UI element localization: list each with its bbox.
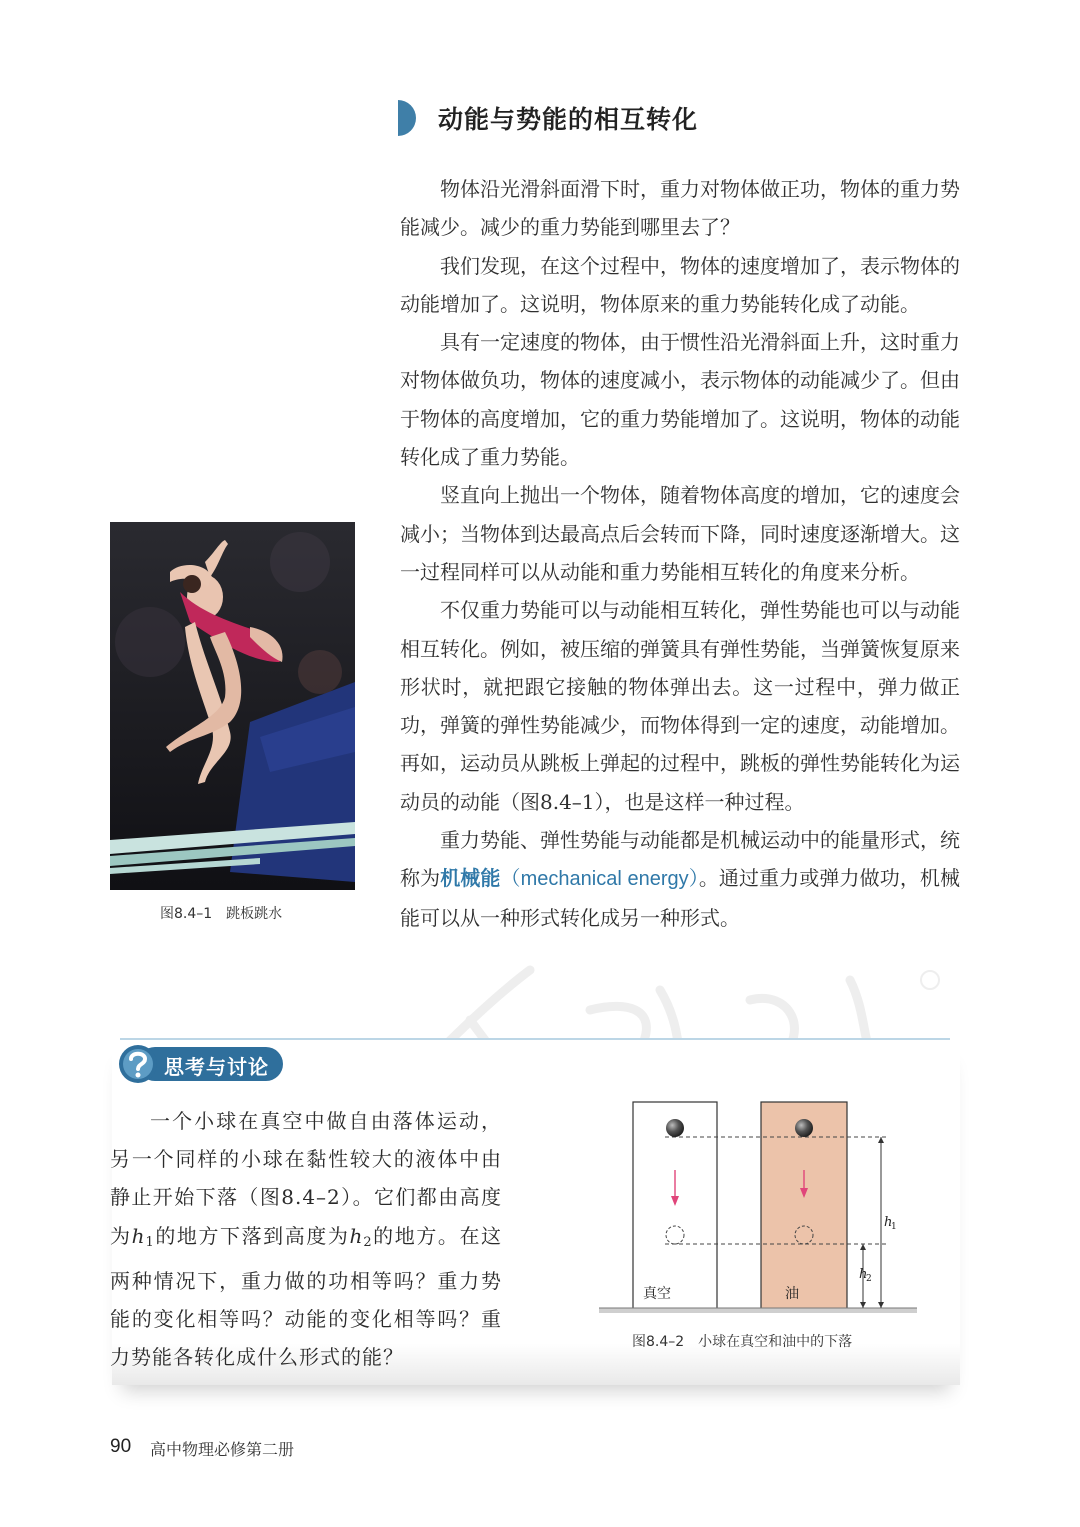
book-title: 高中物理必修第二册	[150, 1440, 295, 1459]
paragraph-1: 物体沿光滑斜面滑下时，重力对物体做正功，物体的重力势能减少。减少的重力势能到哪里去了？	[400, 177, 960, 240]
var-h2-sub: 2	[363, 1234, 373, 1250]
term-english: mechanical energy	[520, 868, 689, 891]
discussion-text-1: 一个小球在真空中做自由落体运动，另一个同样的小球在黏性较大的液体中由静止开始下落（图8.4–2）。它们都由高度为	[110, 1109, 502, 1248]
section-heading	[398, 98, 698, 138]
discussion-question	[110, 1102, 502, 1376]
figure-1-caption: 图8.4–1 跳板跳水	[160, 906, 283, 922]
heading-marker	[398, 100, 416, 136]
body-text	[400, 170, 960, 937]
discussion-text-2: 的地方下落到高度为	[154, 1223, 350, 1248]
paragraph-5: 不仅重力势能可以与动能相互转化，弹性势能也可以与动能相互转化。例如，被压缩的弹簧具有弹性势能，当弹簧恢复原来形状时，就把跟它接触的物体弹出去。这一过程中，弹力做正功，弹簧的弹性势能减少，而物体得到一定的速度，动能增加。再如，运动员从跳板上弹起的过程中，跳板的弹性势能转化为运动员的动能（图8.4–1），也是这样一种过程。	[400, 598, 960, 814]
section-title: 动能与势能的相互转化	[438, 105, 699, 134]
falling-ball-diagram	[595, 1098, 920, 1320]
paragraph-4: 竖直向上抛出一个物体，随着物体高度的增加，它的速度会减小；当物体到达最高点后会转而下降，同时速度逐渐增大。这一过程同样可以从动能和重力势能相互转化的角度来分析。	[400, 483, 960, 584]
var-h2: h	[349, 1223, 364, 1248]
var-h1: h	[131, 1223, 146, 1248]
discussion-top-rule	[120, 1038, 950, 1040]
label-h2: h	[859, 1267, 868, 1282]
paragraph-2: 我们发现，在这个过程中，物体的速度增加了，表示物体的动能增加了。这说明，物体原来的重力势能转化成了动能。	[400, 253, 960, 316]
figure-2-caption: 图8.4–2 小球在真空和油中的下落	[632, 1334, 853, 1350]
open-paren: （	[500, 868, 521, 891]
discussion-text-3: 的地方。在这两种情况下，重力做的功相等吗？重力势能的变化相等吗？动能的变化相等吗？重力势能各转化成什么形式的能？	[110, 1223, 503, 1370]
term-mechanical-energy: 机械能	[440, 866, 501, 891]
page-number: 90	[110, 1436, 132, 1457]
label-h2-sub: 2	[866, 1274, 872, 1284]
ground	[599, 1308, 917, 1313]
label-h1: h	[884, 1215, 893, 1230]
diving-photo	[110, 522, 355, 890]
paragraph-3: 具有一定速度的物体，由于惯性沿光滑斜面上升，这时重力对物体做负功，物体的速度减小，表示物体的动能减少了。但由于物体的高度增加，它的重力势能增加了。这说明，物体的动能转化成了重力势能。	[400, 330, 960, 470]
discussion-title: 思考与讨论	[164, 1055, 269, 1079]
vacuum-ball	[666, 1119, 684, 1137]
paragraph-6-end: 。通过重力或弹力做功，机械能可以从一种形式转化成另一种形式。	[400, 866, 961, 930]
label-vacuum: 真空	[643, 1286, 671, 1302]
diver-image	[110, 522, 355, 890]
oil-ball	[795, 1119, 813, 1137]
var-h1-sub: 1	[145, 1234, 155, 1250]
paragraph-6	[400, 821, 960, 937]
label-oil: 油	[785, 1286, 799, 1302]
discussion-paragraph	[110, 1102, 502, 1376]
close-paren: ）	[688, 868, 699, 891]
paragraph-6-start: 重力势能、弹性势能与动能都是机械运动中的能量形式，统称为	[400, 828, 960, 891]
label-h1-sub: 1	[891, 1222, 897, 1232]
